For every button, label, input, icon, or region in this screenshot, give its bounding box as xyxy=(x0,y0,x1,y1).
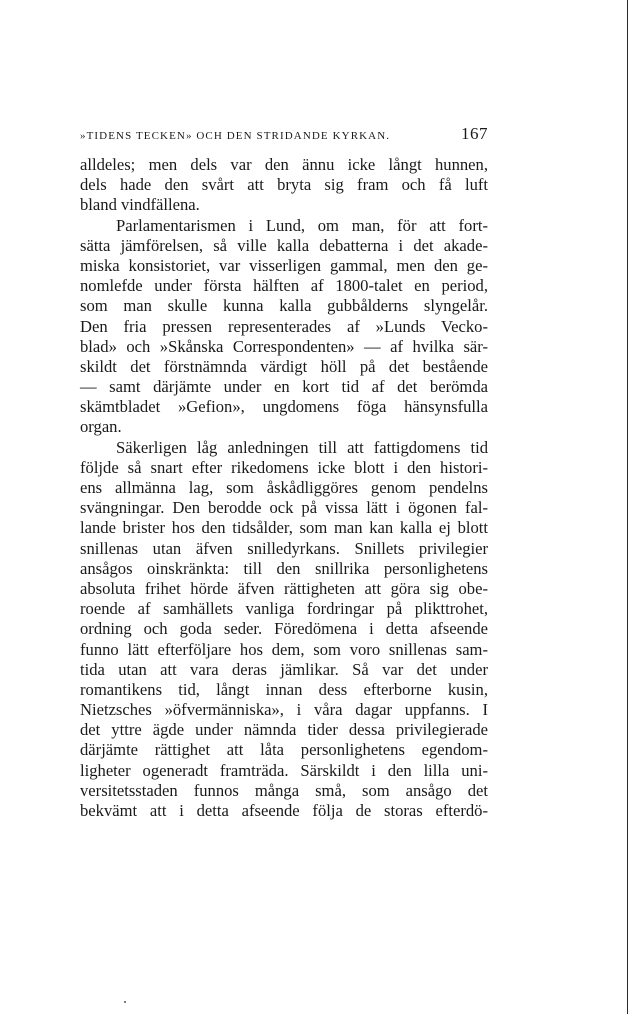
text-line: snillenas utan äfven snilledyrkans. Snillets privilegier xyxy=(80,538,488,558)
paper-speck xyxy=(124,1001,126,1003)
text-line: bland vindfällena. xyxy=(80,195,200,215)
text-line: bekvämt att i detta afseende följa de storas efterdö- xyxy=(80,801,488,820)
text-line: dels hade den svårt att bryta sig fram och få luft xyxy=(80,175,488,195)
text-line: versitetsstaden funnos många små, som ansågo det xyxy=(80,780,488,800)
text-line: skämtbladet »Gefion», ungdomens föga hänsynsfulla xyxy=(80,397,488,417)
page-number: 167 xyxy=(461,124,488,143)
text-line: ordning och goda seder. Föredömena i detta afseende xyxy=(80,619,488,639)
text-line: sätta jämförelsen, så ville kalla debatterna i det akade- xyxy=(80,235,488,255)
text-line: Den fria pressen representerades af »Lunds Vecko- xyxy=(80,316,488,336)
page-edge-line xyxy=(627,0,628,1014)
running-header xyxy=(80,124,488,146)
text-line: ligheter ogeneradt framträda. Särskildt i den lilla uni- xyxy=(80,760,488,780)
text-line: alldeles; men dels var den ännu icke långt hunnen, xyxy=(80,155,488,174)
text-line: därjämte rättighet att låta personlighetens egendom- xyxy=(80,740,488,760)
text-line: absoluta frihet hörde äfven rättigheten att göra sig obe- xyxy=(80,578,488,598)
text-line: miska konsistoriet, var visserligen gammal, men den ge- xyxy=(80,255,488,275)
text-line: Nietzsches »öfvermänniska», i våra dagar uppfanns. I xyxy=(80,700,488,720)
body-text xyxy=(80,155,488,821)
text-line: det yttre ägde under nämnda tider dessa privilegierade xyxy=(80,720,488,740)
text-line: ens allmänna lag, som åskådliggöres genom pendelns xyxy=(80,478,488,497)
text-line: som man skulle kunna kalla gubbålderns slyngelår. xyxy=(80,296,488,316)
text-line: Parlamentarismen i Lund, om man, för att fort- xyxy=(116,215,488,235)
text-line: svängningar. Den berodde ock på vissa lätt i ögonen fal- xyxy=(80,498,488,518)
text-line: tida utan att vara deras jämlikar. Så var det under xyxy=(80,659,488,679)
running-title: »TIDENS TECKEN» OCH DEN STRIDANDE KYRKAN. xyxy=(80,130,391,142)
text-line: romantikens tid, långt innan dess efterborne kusin, xyxy=(80,679,488,699)
text-line: funno lätt efterföljare hos dem, som voro snillenas sam- xyxy=(80,639,488,659)
text-line: blad» och »Skånska Correspondenten» — af hvilka sär- xyxy=(80,336,488,356)
text-line: Säkerligen låg anledningen till att fattigdomens tid xyxy=(116,437,488,457)
text-line: lande brister hos den tidsålder, som man kan kalla ej blott xyxy=(80,518,488,538)
text-line: följde så snart efter rikedomens icke blott i den histori- xyxy=(80,457,488,477)
text-line: skildt det förstnämnda värdigt höll på det bestående xyxy=(80,356,488,376)
text-line: nomlefde under första hälften af 1800-talet en period, xyxy=(80,276,488,296)
text-line: — samt därjämte under en kort tid af det berömda xyxy=(80,377,488,397)
text-line: roende af samhällets vanliga fordringar på plikttrohet, xyxy=(80,599,488,619)
text-line: ansågos oinskränkta: till den snillrika personlighetens xyxy=(80,558,488,578)
text-line: organ. xyxy=(80,417,122,437)
